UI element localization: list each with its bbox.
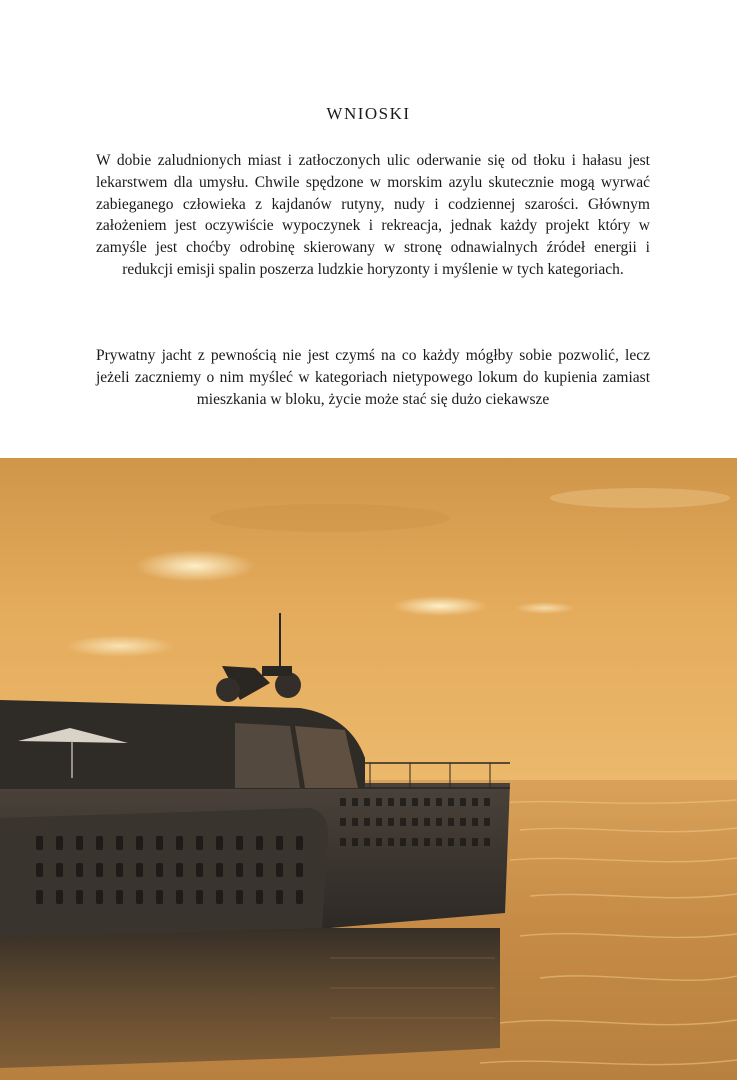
page-title: WNIOSKI xyxy=(326,104,411,123)
paragraph-conclusions: W dobie zaludnionych miast i zatłoczonych ulic oderwanie się od tłoku i hałasu jest lekarstwem dla umysłu. Chwile spędzone w morskim azylu skutecznie mogą wyrwać zabieganego człowieka z kajdanów rutyny, nudy i codziennej szarości. Głównym założeniem jest oczywiście wypoczynek i rekreacja, jednak każdy projekt który w zamyśle jest choćby odrobinę skierowany w stronę odnawialnych źródeł energii i redukcji emisji spalin poszerza ludzkie horyzonty i myślenie w tych kategoriach. xyxy=(96,152,650,278)
paragraph-private-yacht: Prywatny jacht z pewnością nie jest czymś na co każdy mógłby sobie pozwolić, lecz jeżeli zaczniemy o nim myśleć w kategoriach nietypowego lokum do kupienia zamiast mieszkania w bloku, życie może stać się dużo ciekawsze xyxy=(96,347,650,408)
yacht-reflection xyxy=(0,928,500,1068)
yacht-sunset-image xyxy=(0,458,737,1080)
